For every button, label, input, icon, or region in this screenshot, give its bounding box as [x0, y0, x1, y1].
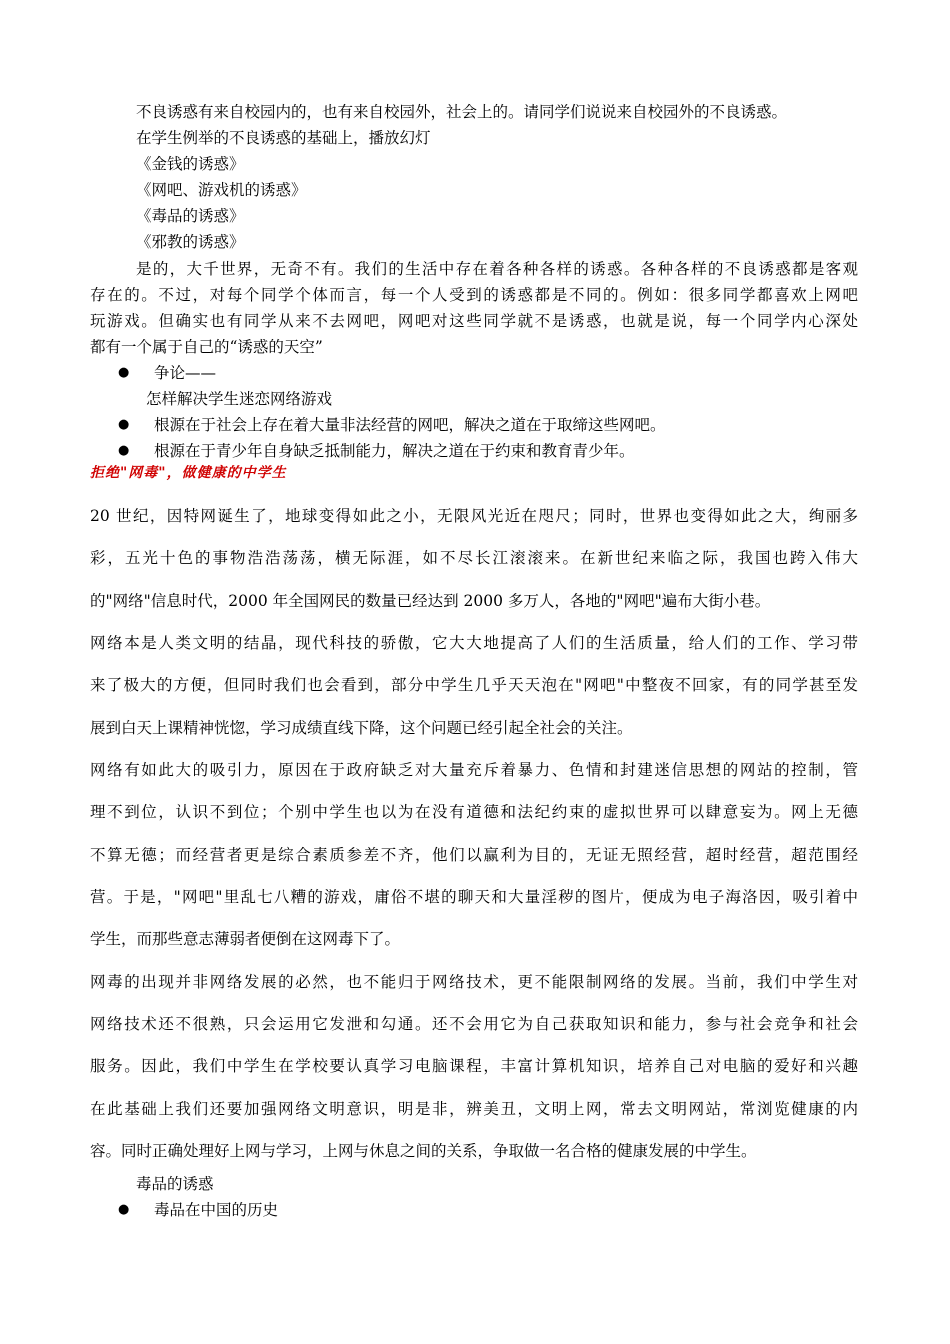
article-line: 来了极大的方便，但同时我们也会看到，部分中学生几乎天天泡在"网吧"中整夜不回家，有的同学甚至发 [90, 676, 858, 694]
article-line: 不算无德；而经营者更是综合素质参差不齐，他们以赢利为目的，无证无照经营，超时经营，超范围经 [90, 846, 858, 864]
debate-point: 根源在于社会上存在着大量非法经营的网吧，解决之道在于取缔这些网吧。 [154, 416, 666, 434]
article-line: 服务。因此，我们中学生在学校要认真学习电脑课程，丰富计算机知识，培养自己对电脑的爱好和兴趣 [90, 1057, 858, 1075]
summary-line: 玩游戏。但确实也有同学从来不去网吧，网吧对这些同学就不是诱惑，也就是说，每一个同学内心深处 [90, 312, 858, 330]
debate-label: 争论—— [154, 364, 217, 382]
article-line: 网络本是人类文明的结晶，现代科技的骄傲，它大大地提高了人们的生活质量，给人们的工作、学习带 [90, 634, 858, 652]
slide-title: 《网吧、游戏机的诱惑》 [136, 181, 307, 199]
bullet-icon: ● [118, 365, 130, 380]
article-line: 20 世纪，因特网诞生了，地球变得如此之小，无限风光近在咫尺；同时，世界也变得如此之大，绚丽多 [90, 507, 858, 525]
article-line: 网络技术还不很熟，只会运用它发泄和勾通。还不会用它为自己获取知识和能力，参与社会竞争和社会 [90, 1015, 858, 1033]
article-line: 展到白天上课精神恍惚，学习成绩直线下降，这个问题已经引起全社会的关注。 [90, 719, 633, 737]
article-heading: 拒绝"网毒"，做健康的中学生 [90, 465, 287, 481]
debate-topic: 怎样解决学生迷恋网络游戏 [146, 390, 333, 408]
summary-line: 存在的。不过，对每个同学个体而言，每一个人受到的诱惑都是不同的。例如：很多同学都喜欢上网吧 [90, 286, 858, 304]
summary-line: 都有一个属于自己的“诱惑的天空” [90, 338, 323, 356]
article-line: 学生，而那些意志薄弱者便倒在这网毒下了。 [90, 930, 401, 948]
intro-line-2: 在学生例举的不良诱惑的基础上，播放幻灯 [136, 129, 431, 147]
bullet-icon: ● [118, 1202, 130, 1217]
slide-title: 《毒品的诱惑》 [136, 207, 245, 225]
bullet-icon: ● [118, 443, 130, 458]
article-line: 网毒的出现并非网络发展的必然，也不能归于网络技术，更不能限制网络的发展。当前，我们中学生对 [90, 973, 858, 991]
slide-title: 《金钱的诱惑》 [136, 155, 245, 173]
section-bullet: 毒品在中国的历史 [154, 1201, 279, 1219]
intro-line-1: 不良诱惑有来自校园内的，也有来自校园外，社会上的。请同学们说说来自校园外的不良诱惑。 [136, 103, 788, 121]
article-line: 理不到位，认识不到位；个别中学生也以为在没有道德和法纪约束的虚拟世界可以肆意妄为。网上无德 [90, 803, 858, 821]
article-line: 营。于是，"网吧"里乱七八糟的游戏，庸俗不堪的聊天和大量淫秽的图片，便成为电子海洛因，吸引着中 [90, 888, 858, 906]
article-line: 在此基础上我们还要加强网络文明意识，明是非，辨美丑，文明上网，常去文明网站，常浏览健康的内 [90, 1100, 858, 1118]
article-line: 网络有如此大的吸引力，原因在于政府缺乏对大量充斥着暴力、色情和封建迷信思想的网站的控制，管 [90, 761, 858, 779]
summary-line: 是的，大千世界，无奇不有。我们的生活中存在着各种各样的诱惑。各种各样的不良诱惑都是客观 [136, 260, 858, 278]
article-line: 容。同时正确处理好上网与学习，上网与休息之间的关系，争取做一名合格的健康发展的中学生。 [90, 1142, 757, 1160]
article-line: 彩，五光十色的事物浩浩荡荡，横无际涯，如不尽长江滚滚来。在新世纪来临之际，我国也跨入伟大 [90, 549, 858, 567]
debate-point: 根源在于青少年自身缺乏抵制能力，解决之道在于约束和教育青少年。 [154, 442, 635, 460]
article-line: 的"网络"信息时代，2000 年全国网民的数量已经达到 2000 多万人，各地的"网吧"遍布大街小巷。 [90, 592, 771, 610]
bullet-icon: ● [118, 417, 130, 432]
section-title: 毒品的诱惑 [136, 1175, 214, 1193]
slide-title: 《邪教的诱惑》 [136, 233, 245, 251]
